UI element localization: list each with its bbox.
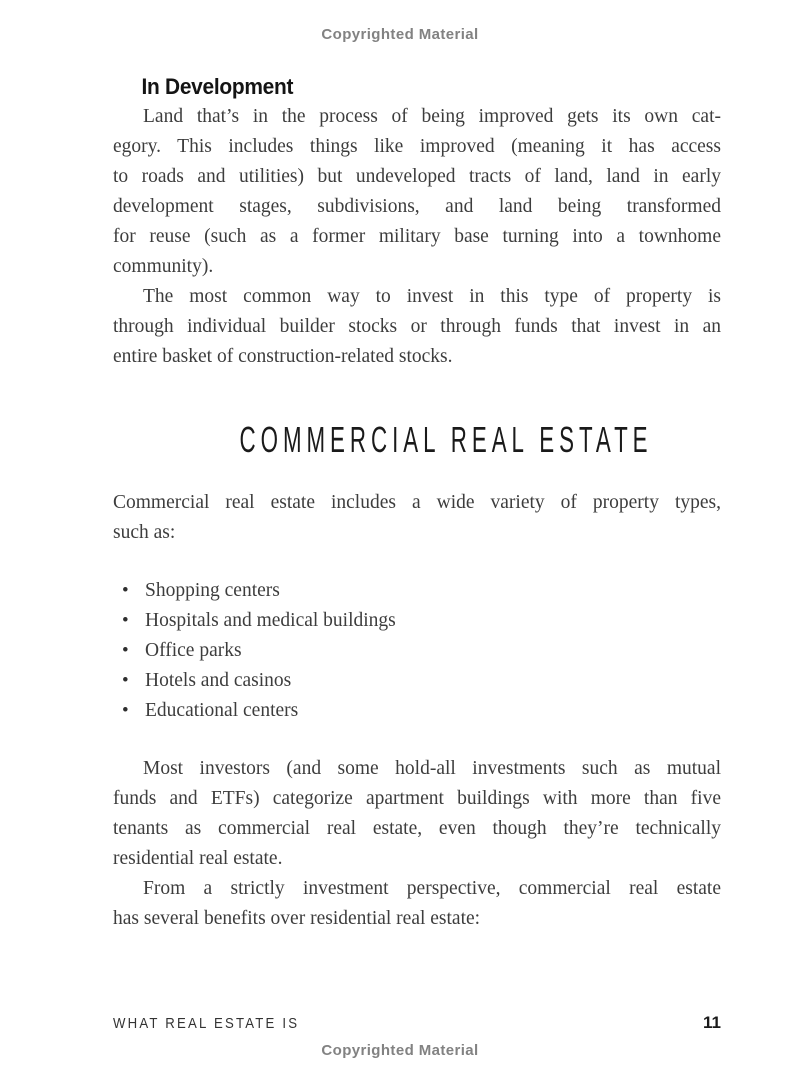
- copyright-watermark-bottom: Copyrighted Material: [321, 1042, 479, 1059]
- text-line: funds and ETFs) categorize apartment buildings with more than five: [113, 788, 721, 809]
- page-number: 11: [703, 1013, 721, 1032]
- text-line: entire basket of construction-related stocks.: [113, 346, 453, 367]
- bullet-icon: •: [122, 610, 129, 631]
- subsection-heading: In Development: [141, 74, 294, 99]
- list-item: [113, 696, 721, 726]
- text-line: egory. This includes things like improved (meaning it has access: [113, 136, 721, 157]
- text-line: The most common way to invest in this type of property is: [143, 286, 721, 307]
- text-line: for reuse (such as a former military base turning into a townhome: [113, 226, 721, 247]
- text-line: through individual builder stocks or through funds that invest in an: [113, 316, 721, 337]
- text-line: residential real estate.: [113, 848, 283, 869]
- list-item-label: Hospitals and medical buildings: [145, 610, 396, 631]
- text-line: Commercial real estate includes a wide variety of property types,: [113, 492, 721, 513]
- running-footer-title: WHAT REAL ESTATE IS: [113, 1014, 300, 1032]
- text-line: development stages, subdivisions, and land being transformed: [113, 196, 721, 217]
- bullet-icon: •: [122, 640, 129, 661]
- list-item: [113, 606, 721, 636]
- list-item-label: Educational centers: [145, 700, 299, 721]
- commercial-intro: [113, 488, 721, 548]
- list-item-label: Hotels and casinos: [145, 670, 292, 691]
- bullet-icon: •: [122, 700, 129, 721]
- section-in-development: [113, 72, 721, 372]
- list-item-label: Office parks: [145, 640, 242, 661]
- list-item-label: Shopping centers: [145, 580, 280, 601]
- copyright-watermark-top: Copyrighted Material: [321, 26, 479, 43]
- section-heading-wrap: [113, 420, 721, 460]
- text-line: to roads and utilities) but undeveloped tracts of land, land in early: [113, 166, 721, 187]
- text-line: Land that’s in the process of being improved gets its own cat-: [143, 106, 721, 127]
- page-footer: [113, 1010, 721, 1036]
- commercial-body: [113, 754, 721, 934]
- text-line: has several benefits over residential real estate:: [113, 908, 481, 929]
- section-heading: COMMERCIAL REAL ESTATE: [239, 419, 653, 460]
- list-item: [113, 666, 721, 696]
- property-types-list: [113, 576, 721, 726]
- bullet-icon: •: [122, 670, 129, 691]
- text-line: community).: [113, 256, 214, 277]
- bullet-icon: •: [122, 580, 129, 601]
- list-item: [113, 636, 721, 666]
- text-line: tenants as commercial real estate, even though they’re technically: [113, 818, 721, 839]
- text-line: such as:: [113, 522, 176, 543]
- list-item: [113, 576, 721, 606]
- text-line: From a strictly investment perspective, commercial real estate: [143, 878, 721, 899]
- text-line: Most investors (and some hold-all investments such as mutual: [143, 758, 721, 779]
